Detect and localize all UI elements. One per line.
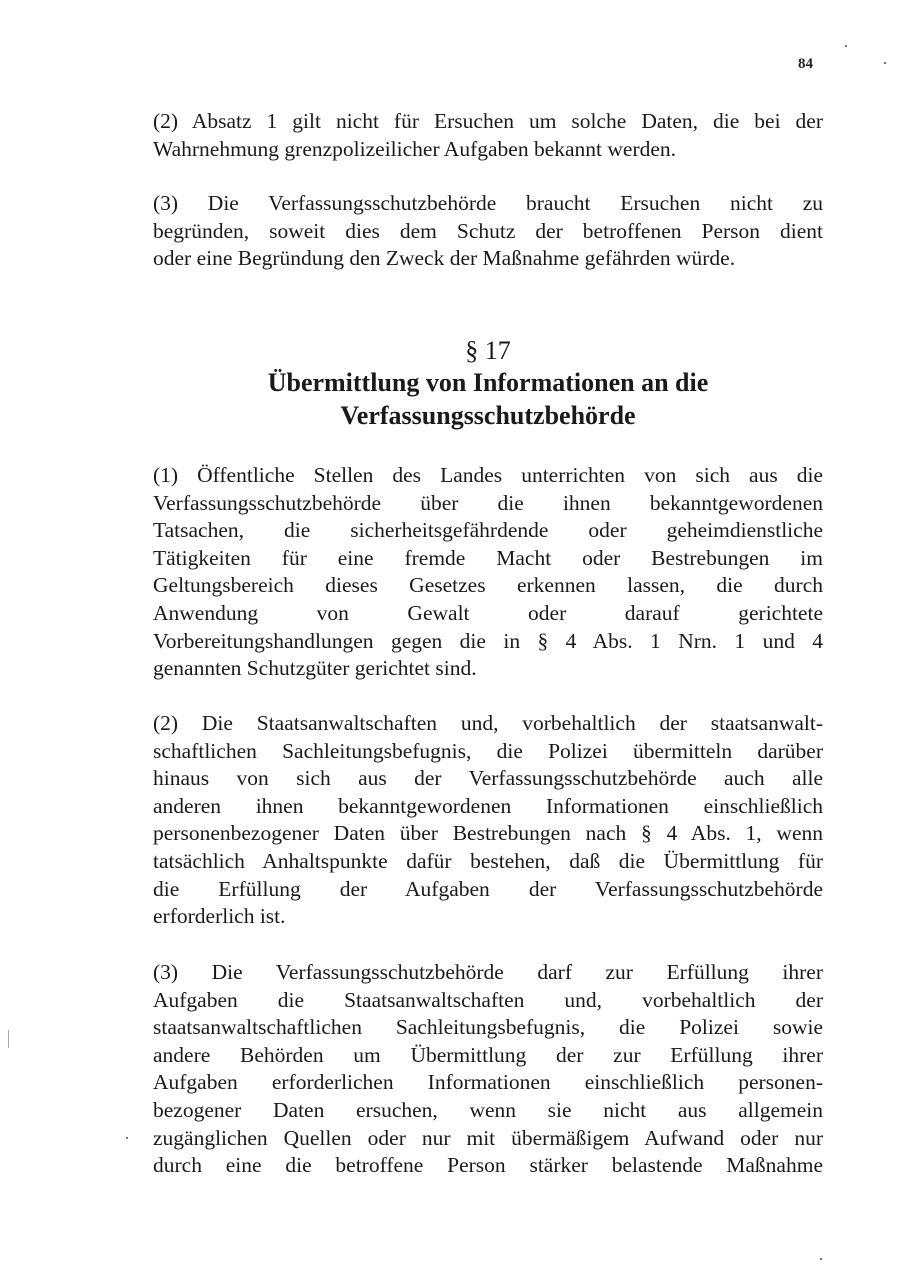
text-line: zugänglichen Quellen oder nur mit übermäßigem Aufwand oder nur [153, 1125, 823, 1150]
text-line: (3) Die Verfassungsschutzbehörde darf zur Erfüllung ihrer [153, 960, 823, 984]
text-line: die Erfüllung der Aufgaben der Verfassungsschutzbehörde [153, 876, 823, 901]
section-heading [153, 336, 823, 432]
text-line: Tätigkeiten für eine fremde Macht oder Bestrebungen im [153, 545, 823, 570]
text-line: (2) Absatz 1 gilt nicht für Ersuchen um solche Daten, die bei der [153, 109, 823, 133]
text-line: (1) Öffentliche Stellen des Landes unterrichten von sich aus die [153, 463, 823, 487]
text-line: Geltungsbereich dieses Gesetzes erkennen lassen, die durch [153, 573, 823, 598]
text-line: personenbezogener Daten über Bestrebungen nach § 4 Abs. 1, wenn [153, 821, 823, 846]
text-line: schaftlichen Sachleitungsbefugnis, die Polizei übermitteln darüber [153, 738, 823, 763]
text-line: bezogener Daten ersuchen, wenn sie nicht aus allgemein [153, 1097, 823, 1122]
text-line: Vorbereitungshandlungen gegen die in § 4 Abs. 1 Nrn. 1 und 4 [153, 628, 823, 653]
text-line: andere Behörden um Übermittlung der zur Erfüllung ihrer [153, 1042, 823, 1067]
text-line: begründen, soweit dies dem Schutz der betroffenen Person dient [153, 218, 823, 243]
text-line: hinaus von sich aus der Verfassungsschutzbehörde auch alle [153, 766, 823, 791]
text-line: tatsächlich Anhaltspunkte dafür bestehen, daß die Übermittlung für [153, 848, 823, 873]
text-line: genannten Schutzgüter gerichtet sind. [153, 656, 477, 681]
text-line: (3) Die Verfassungsschutzbehörde braucht Ersuchen nicht zu [153, 191, 823, 215]
paragraph-2-staatsanwaltschaften [153, 710, 823, 931]
section-title-line: Übermittlung von Informationen an die [267, 368, 709, 397]
text-line: oder eine Begründung den Zweck der Maßnahme gefährden würde. [153, 246, 736, 271]
text-line: staatsanwaltschaftlichen Sachleitungsbefugnis, die Polizei sowie [153, 1015, 823, 1040]
paragraph-3-begruendung [153, 190, 823, 273]
paragraph-1-oeffentliche-stellen [153, 462, 823, 683]
text-line: Aufgaben die Staatsanwaltschaften und, vorbehaltlich der [153, 987, 823, 1012]
text-line: erforderlich ist. [153, 904, 286, 929]
text-line: Wahrnehmung grenzpolizeilicher Aufgaben bekannt werden. [153, 136, 677, 161]
paragraph-2-absatz-1 [153, 108, 823, 163]
paragraph-3-ersuchen [153, 959, 823, 1180]
text-line: anderen ihnen bekanntgewordenen Informationen einschließlich [153, 793, 823, 818]
scan-speck [126, 1137, 128, 1139]
text-line: Verfassungsschutzbehörde über die ihnen bekanntgewordenen [153, 490, 823, 515]
scan-speck [8, 1030, 9, 1048]
text-line: durch eine die betroffene Person stärker belastende Maßnahme [153, 1153, 823, 1178]
section-number: § 17 [465, 336, 511, 365]
section-title [153, 366, 823, 432]
text-line: Aufgaben erforderlichen Informationen einschließlich personen- [153, 1070, 823, 1095]
scan-speck [820, 1258, 822, 1260]
text-line: Tatsachen, die sicherheitsgefährdende oder geheimdienstliche [153, 518, 823, 543]
scan-speck [845, 45, 847, 47]
scan-speck [884, 62, 886, 64]
section-title-line: Verfassungsschutzbehörde [340, 401, 636, 430]
text-line: (2) Die Staatsanwaltschaften und, vorbehaltlich der staatsanwalt- [153, 711, 823, 735]
text-line: Anwendung von Gewalt oder darauf gerichtete [153, 600, 823, 625]
page-number: 84 [798, 56, 813, 72]
